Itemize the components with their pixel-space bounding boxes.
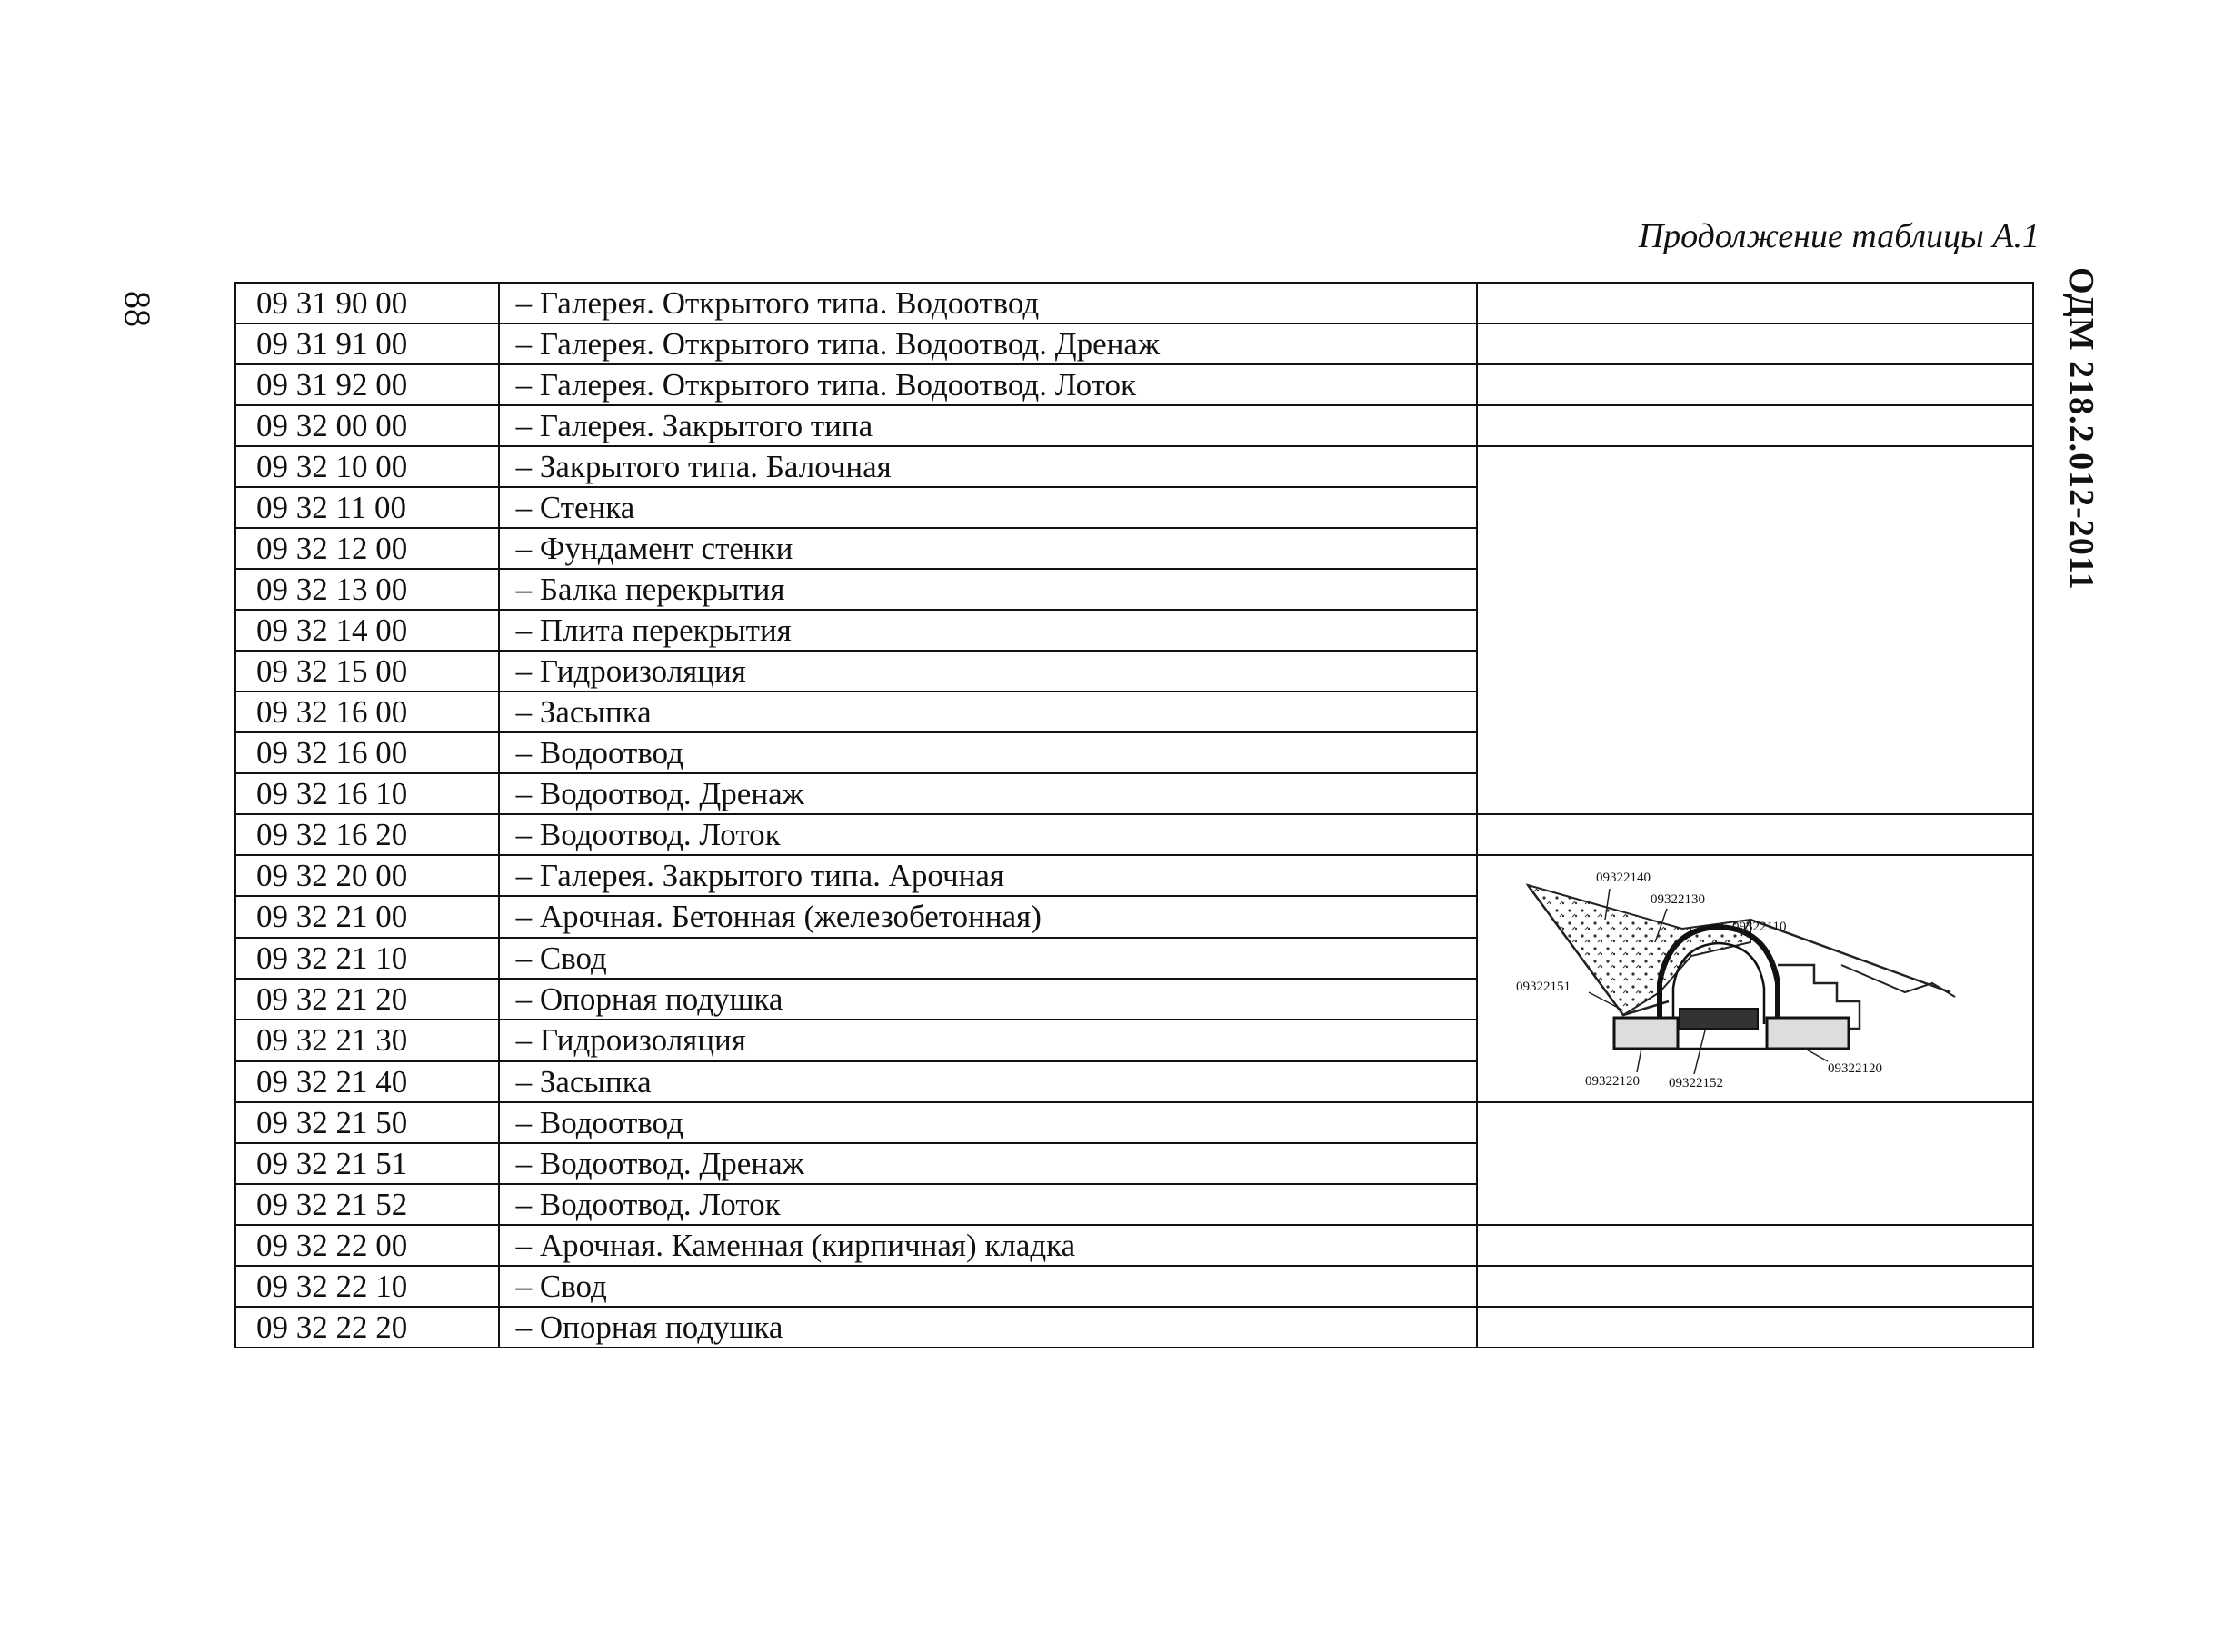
figure-label: 09322152 [1669,1076,1724,1090]
name-cell: – Арочная. Бетонная (железобетонная) [499,896,1478,937]
code-cell: 09 32 14 00 [235,610,499,651]
code-cell: 09 32 22 20 [235,1307,499,1348]
name-cell: – Фундамент стенки [499,528,1478,569]
code-cell: 09 31 90 00 [235,283,499,323]
code-cell: 09 32 16 00 [235,692,499,732]
arch-gallery-cross-section-figure [1478,856,2034,1101]
code-cell: 09 32 00 00 [235,405,499,446]
table-row [235,405,2033,446]
figure-label: 09322151 [1516,980,1571,994]
code-cell: 09 32 10 00 [235,446,499,487]
figure-label: 09322130 [1651,892,1706,907]
figure-label: 09322140 [1596,871,1651,885]
code-cell: 09 32 16 20 [235,814,499,855]
code-cell: 09 32 21 52 [235,1184,499,1225]
name-cell: – Галерея. Открытого типа. Водоотвод [499,283,1478,323]
table-row [235,1225,2033,1266]
name-cell: – Опорная подушка [499,979,1478,1020]
code-cell: 09 32 22 10 [235,1266,499,1307]
table-row [235,323,2033,364]
name-cell: – Свод [499,938,1478,979]
left-footing [1614,1018,1678,1049]
name-cell: – Закрытого типа. Балочная [499,446,1478,487]
code-cell: 09 32 16 10 [235,773,499,814]
illustration-cell [1477,283,2033,323]
figure-label: 09322120 [1828,1061,1883,1076]
illustration-cell [1477,364,2033,405]
leader-line [1805,1049,1828,1061]
code-cell: 09 31 91 00 [235,323,499,364]
name-cell: – Гидроизоляция [499,651,1478,692]
code-cell: 09 32 21 10 [235,938,499,979]
name-cell: – Свод [499,1266,1478,1307]
name-cell: – Плита перекрытия [499,610,1478,651]
code-cell: 09 32 21 51 [235,1143,499,1184]
tray [1680,1009,1758,1029]
illustration-cell [1477,405,2033,446]
document-code: ОДМ 218.2.012-2011 [2062,267,2100,591]
name-cell: – Гидроизоляция [499,1020,1478,1060]
table-row [235,364,2033,405]
illustration-cell [1477,814,2033,855]
table-row [235,855,2033,896]
code-cell: 09 32 21 20 [235,979,499,1020]
name-cell: – Водоотвод. Лоток [499,814,1478,855]
illustration-cell [1477,1307,2033,1348]
leader-line [1694,1030,1705,1074]
name-cell: – Галерея. Закрытого типа. Арочная [499,855,1478,896]
table-row [235,814,2033,855]
code-cell: 09 32 13 00 [235,569,499,610]
name-cell: – Галерея. Закрытого типа [499,405,1478,446]
table-row [235,1307,2033,1348]
code-cell: 09 32 11 00 [235,487,499,528]
page-number: 88 [117,291,158,327]
code-cell: 09 32 21 30 [235,1020,499,1060]
leader-line [1637,1049,1641,1072]
illustration-cell [1477,323,2033,364]
code-cell: 09 32 21 50 [235,1102,499,1143]
name-cell: – Водоотвод [499,732,1478,773]
backfill-area [1528,885,1750,1015]
name-cell: – Арочная. Каменная (кирпичная) кладка [499,1225,1478,1266]
name-cell: – Водоотвод. Дренаж [499,773,1478,814]
table-row [235,283,2033,323]
name-cell: – Засыпка [499,692,1478,732]
right-footing [1767,1018,1849,1049]
illustration-cell [1477,446,2033,814]
illustration-cell [1477,1225,2033,1266]
figure-label: 09322110 [1732,920,1787,934]
name-cell: – Опорная подушка [499,1307,1478,1348]
code-cell: 09 32 21 40 [235,1061,499,1102]
arch-gallery-figure-cell [1477,855,2033,1102]
table-row [235,1266,2033,1307]
name-cell: – Балка перекрытия [499,569,1478,610]
classification-table [234,282,2034,1348]
table-row [235,1102,2033,1143]
code-cell: 09 32 21 00 [235,896,499,937]
code-cell: 09 32 16 00 [235,732,499,773]
code-cell: 09 31 92 00 [235,364,499,405]
name-cell: – Галерея. Открытого типа. Водоотвод. Лоток [499,364,1478,405]
code-cell: 09 32 22 00 [235,1225,499,1266]
name-cell: – Засыпка [499,1061,1478,1102]
name-cell: – Водоотвод [499,1102,1478,1143]
name-cell: – Галерея. Открытого типа. Водоотвод. Дренаж [499,323,1478,364]
name-cell: – Водоотвод. Лоток [499,1184,1478,1225]
illustration-cell [1477,1102,2033,1225]
figure-label: 09322120 [1585,1074,1641,1089]
name-cell: – Водоотвод. Дренаж [499,1143,1478,1184]
illustration-cell [1477,1266,2033,1307]
table-row [235,446,2033,487]
name-cell: – Стенка [499,487,1478,528]
code-cell: 09 32 12 00 [235,528,499,569]
table-caption: Продолжение таблицы А.1 [1638,217,2040,255]
code-cell: 09 32 15 00 [235,651,499,692]
ground-right [1841,965,1955,997]
code-cell: 09 32 20 00 [235,855,499,896]
